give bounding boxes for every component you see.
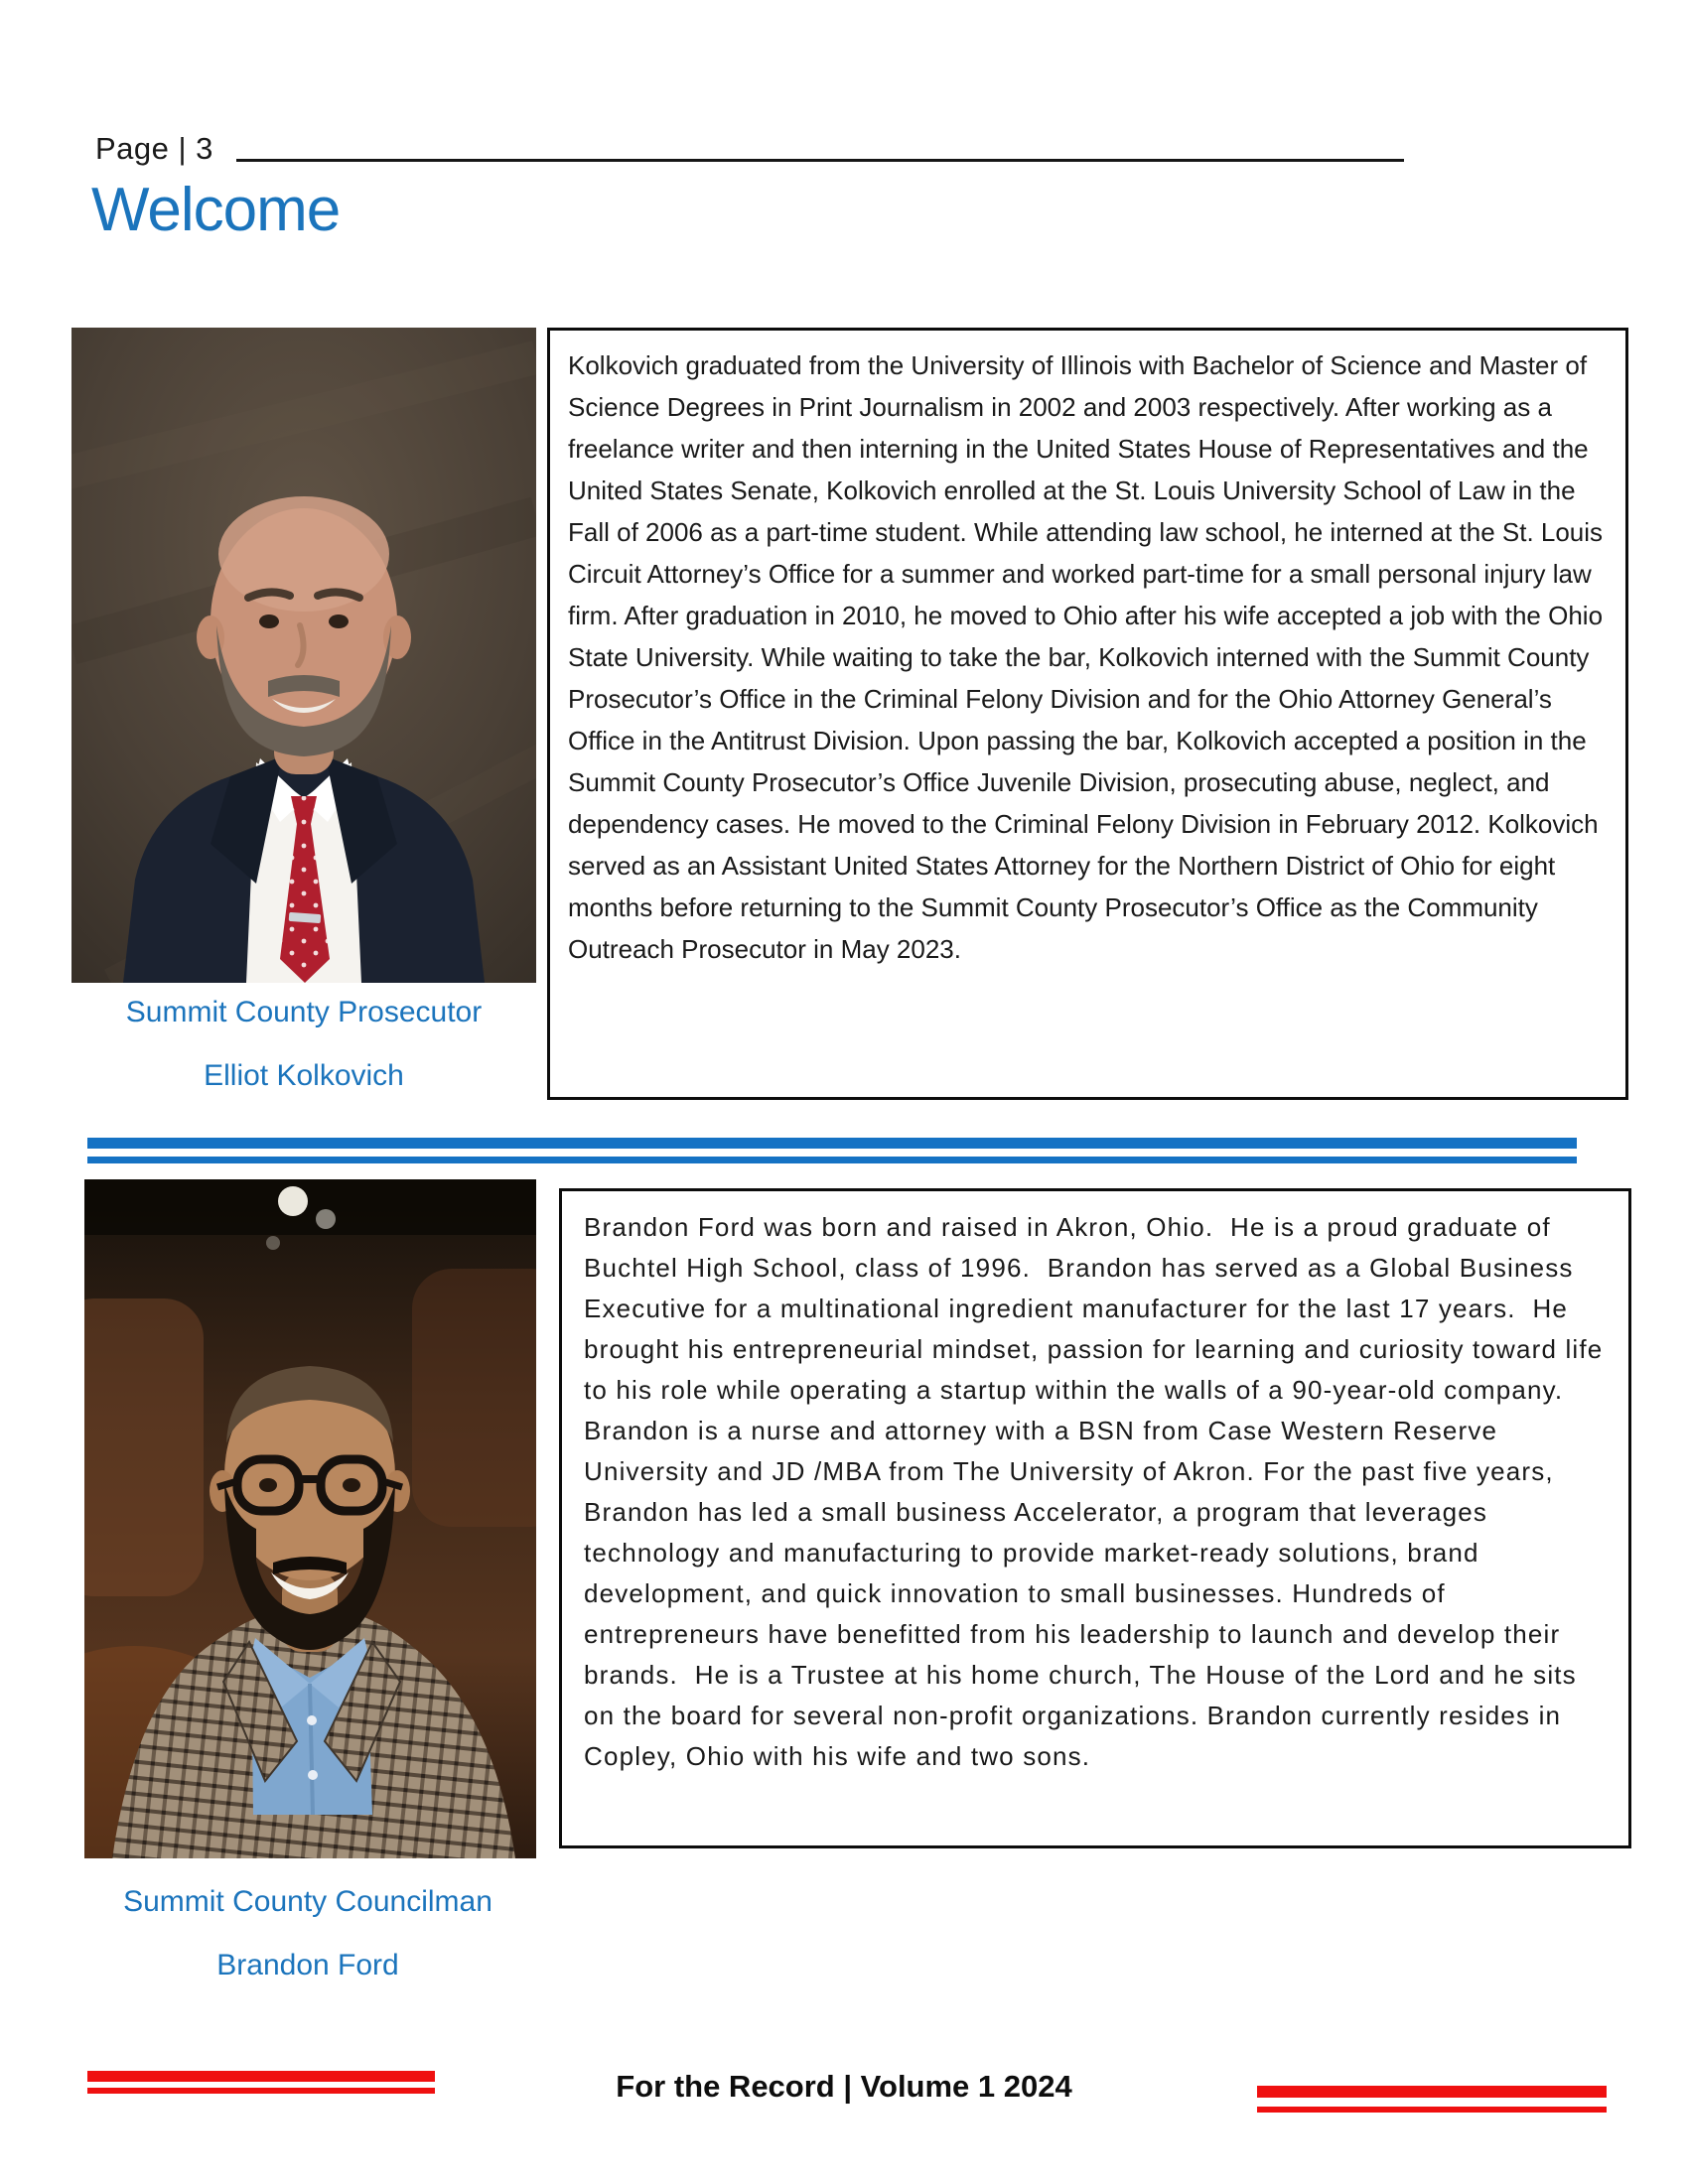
bio-text: Kolkovich graduated from the University of Illinois with Bachelor of Science and Master of Science Degrees in Print Journalism in 2002 and 2003 respectively. After working as a freelance writer and then interning in the United States House of Representatives and the United States Senate, Kolkovich enrolled at the St. Louis University School of Law in the Fall of 2006 as a part-time student. While attending law school, he interned at the St. Louis Circuit Attorney’s Office for a summer and worked part-time for a small personal injury law firm. After graduation in 2010, he moved to Ohio after his wife accepted a job with the Ohio State University. While waiting to take the bar, Kolkovich interned with the Summit County Prosecutor’s Office in the Criminal Felony Division and for the Ohio Attorney General’s Office in the Antitrust Division. Upon passing the bar, Kolkovich accepted a position in the Summit County Prosecutor’s Office Juvenile Division, prosecuting abuse, neglect, and dependency cases. He moved to the Criminal Felony Division in February 2012. Kolkovich served as an Assistant United States Attorney for the Northern District of Ohio for eight months before returning to the Summit County Prosecutor’s Office as the Community Outreach Prosecutor in May 2023. [568, 350, 1611, 964]
photo-caption-ford [40, 1884, 576, 1983]
page-number: Page | 3 [95, 131, 213, 166]
divider-bar-thick [87, 1138, 1577, 1149]
caption-title: Summit County Councilman [123, 1885, 492, 1918]
caption-name: Brandon Ford [216, 1949, 399, 1981]
page-title: Welcome [91, 176, 341, 244]
caption-name: Elliot Kolkovich [204, 1059, 404, 1092]
photo-brandon-ford [84, 1179, 536, 1858]
divider-bar-thin [87, 1157, 1577, 1163]
footer-rule-right [1257, 2086, 1607, 2113]
portrait-brandon-ford-illustration [84, 1179, 536, 1858]
footer-bar-thin [1257, 2107, 1607, 2113]
bio-box-ford [559, 1188, 1631, 1848]
bio-box-kolkovich [547, 328, 1628, 1100]
footer-text: For the Record | Volume 1 2024 [616, 2069, 1072, 2104]
photo-elliot-kolkovich [71, 328, 536, 983]
bio-text: Brandon Ford was born and raised in Akron, Ohio. He is a proud graduate of Buchtel High School, class of 1996. Brandon has served as a Global Business Executive for a multinational ingredient manufacturer for the last 17 years. He brought his entrepreneurial mindset, passion for learning and curiosity toward life to his role while operating a startup within the walls of a 90-year-old company. Brandon is a nurse and attorney with a BSN from Case Western Reserve University and JD /MBA from The University of Akron. For the past five years, Brandon has led a small business Accelerator, a program that leverages technology and manufacturing to provide market-ready solutions, brand development, and quick innovation to small businesses. Hundreds of entrepreneurs have benefitted from his leadership to launch and develop their brands. He is a Trustee at his home church, The House of the Lord and he sits on the board for several non-profit organizations. Brandon currently resides in Copley, Ohio with his wife and two sons. [584, 1212, 1612, 1771]
footer-bar-thick [1257, 2086, 1607, 2098]
caption-title: Summit County Prosecutor [125, 996, 483, 1028]
section-divider [87, 1138, 1577, 1163]
photo-caption-kolkovich [40, 995, 568, 1094]
header-rule [236, 159, 1404, 162]
portrait-elliot-kolkovich-illustration [71, 328, 536, 983]
